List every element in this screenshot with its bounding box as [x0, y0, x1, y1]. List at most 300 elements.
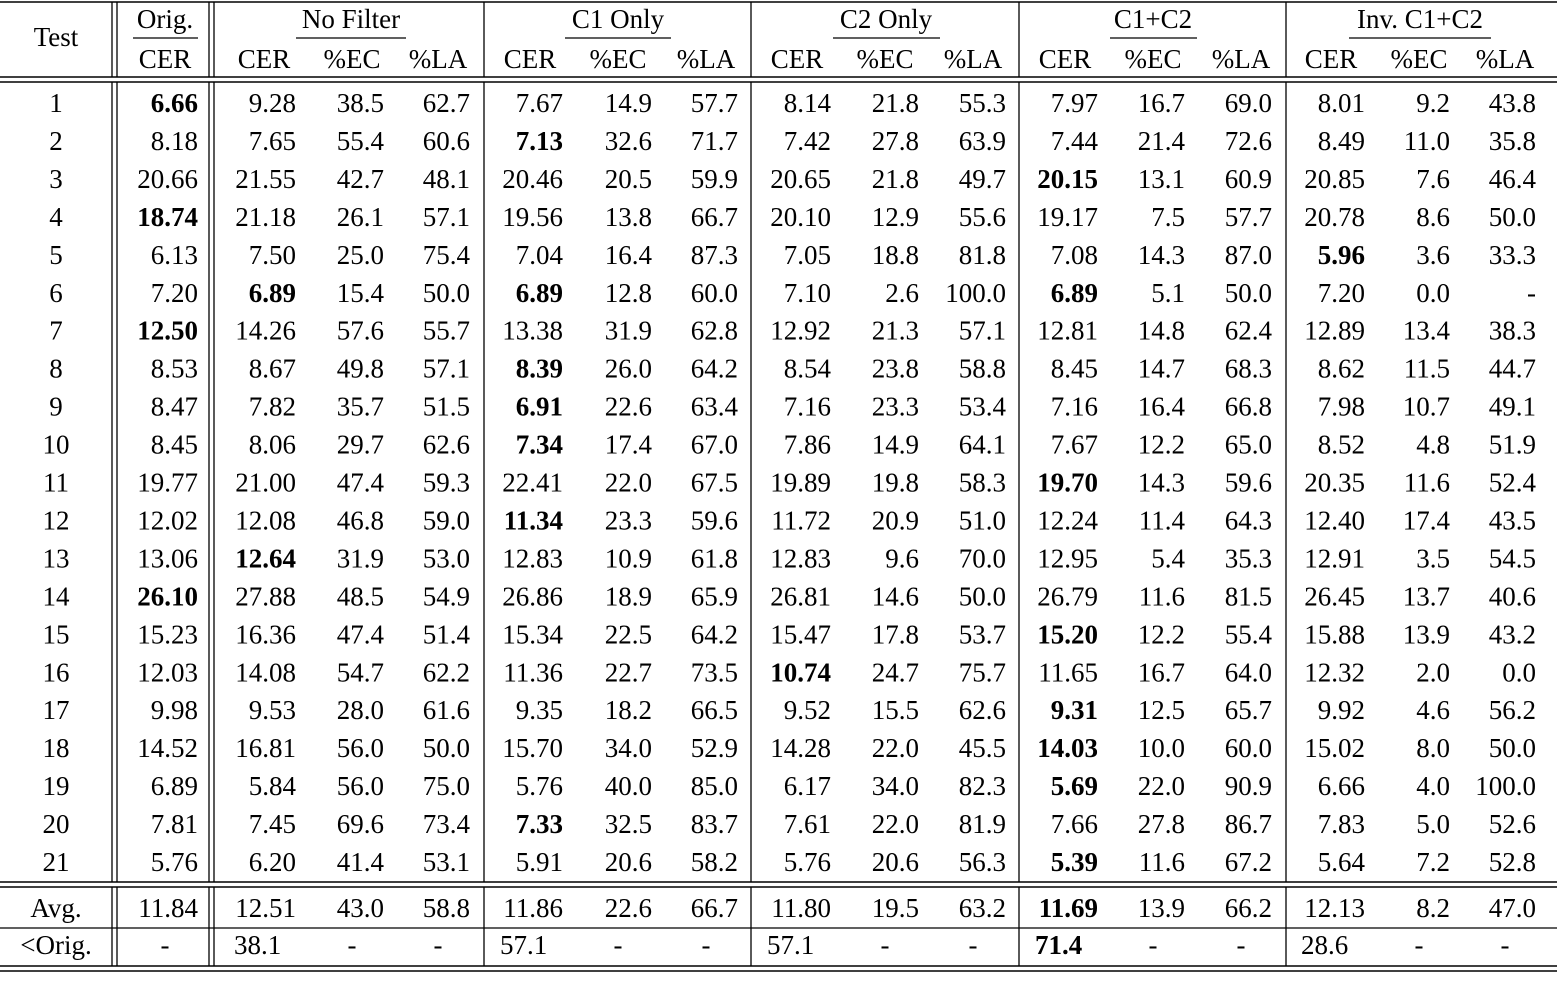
table-cell: 22.6: [604, 391, 652, 422]
subheader-8: CER: [770, 44, 824, 74]
table-cell: 62.6: [958, 695, 1006, 726]
table-cell: 12.8: [604, 277, 652, 308]
subheader-7: %LA: [676, 44, 736, 74]
table-cell: 24.7: [871, 657, 919, 688]
table-cell: 8.67: [248, 353, 296, 384]
table-cell: 26.79: [1037, 581, 1098, 612]
footer-cell: 43.0: [336, 893, 384, 923]
group-header-4: C2 Only: [839, 4, 933, 34]
table-cell: 60.6: [422, 125, 470, 156]
group-header-2: No Filter: [301, 4, 401, 34]
table-cell: 7.05: [783, 239, 831, 270]
table-cell: 11.6: [1138, 847, 1185, 877]
table-cell: 62.7: [422, 88, 470, 118]
table-cell: 26.45: [1304, 581, 1365, 612]
table-cell: 13.9: [1402, 619, 1450, 650]
table-cell: 81.8: [958, 239, 1006, 270]
table-cell: 22.0: [871, 733, 919, 764]
footer-cell: 12.51: [235, 893, 296, 923]
table-cell: 62.4: [1224, 315, 1272, 346]
table-cell: 50.0: [422, 277, 470, 308]
table-cell: 7.20: [150, 277, 198, 308]
table-cell: 49.1: [1488, 391, 1536, 422]
row-label: 5: [49, 239, 63, 270]
table-cell: 64.0: [1224, 657, 1272, 688]
table-cell: 55.7: [422, 315, 470, 346]
table-cell: 62.8: [690, 315, 738, 346]
table-cell: 19.8: [871, 467, 919, 498]
table-cell: 20.46: [502, 163, 563, 194]
table-cell: 14.6: [871, 581, 919, 612]
table-cell: 7.2: [1416, 847, 1450, 877]
table-cell: 8.45: [1050, 353, 1098, 384]
footer-cell: -: [701, 930, 711, 960]
table-cell: 13.38: [502, 315, 563, 346]
table-cell: 9.28: [248, 88, 296, 118]
table-cell: 31.9: [604, 315, 652, 346]
table-cell: 20.6: [871, 847, 919, 877]
table-cell: 65.7: [1224, 695, 1272, 726]
table-cell: 7.42: [783, 125, 831, 156]
table-cell: 12.08: [235, 505, 296, 536]
table-cell: 55.4: [336, 125, 384, 156]
footer-cell: 11.84: [138, 893, 198, 923]
table-cell: 4.6: [1416, 695, 1450, 726]
table-cell: 87.0: [1224, 239, 1272, 270]
table-cell: 11.65: [1038, 657, 1098, 688]
row-label: 21: [42, 847, 70, 877]
table-cell: 7.33: [515, 809, 563, 840]
table-cell: 18.8: [871, 239, 919, 270]
table-cell: 75.4: [422, 239, 470, 270]
table-cell: 29.7: [336, 429, 384, 460]
table-cell: 5.84: [248, 771, 296, 802]
table-cell: 10.0: [1137, 733, 1185, 764]
table-cell: 20.9: [871, 505, 919, 536]
group-header-1: Orig.: [136, 4, 194, 34]
row-label: 18: [42, 733, 70, 764]
table-cell: 26.81: [770, 581, 831, 612]
table-cell: 7.67: [1050, 429, 1098, 460]
table-cell: 46.4: [1488, 163, 1536, 194]
table-cell: 12.50: [137, 315, 198, 346]
table-cell: 5.4: [1151, 543, 1185, 574]
table-cell: 81.5: [1224, 581, 1272, 612]
table-cell: 45.5: [958, 733, 1006, 764]
table-cell: 11.5: [1403, 353, 1450, 384]
table-cell: 60.0: [690, 277, 738, 308]
table-cell: 67.5: [690, 467, 738, 498]
table-cell: 6.89: [515, 277, 563, 308]
table-cell: 67.2: [1224, 847, 1272, 877]
table-cell: 7.65: [248, 125, 296, 156]
table-cell: 61.8: [690, 543, 738, 574]
footer-cell: 28.6: [1301, 930, 1349, 960]
table-cell: 31.9: [336, 543, 384, 574]
table-cell: 20.66: [137, 163, 198, 194]
table-cell: 35.7: [336, 391, 384, 422]
table-cell: 2.0: [1416, 657, 1450, 688]
table-cell: 44.7: [1488, 353, 1536, 384]
table-cell: 85.0: [690, 771, 738, 802]
table-cell: 9.35: [515, 695, 563, 726]
table-cell: -: [1527, 277, 1536, 308]
table-cell: 26.0: [604, 353, 652, 384]
table-cell: 12.24: [1037, 505, 1098, 536]
footer-cell: -: [1414, 930, 1424, 960]
footer-cell: 19.5: [871, 893, 919, 923]
table-cell: 7.86: [783, 429, 831, 460]
table-cell: 12.95: [1037, 543, 1098, 574]
table-cell: 0.0: [1416, 277, 1450, 308]
table-cell: 56.3: [958, 847, 1006, 877]
table-cell: 15.20: [1037, 619, 1098, 650]
table-cell: 7.16: [1050, 391, 1098, 422]
table-cell: 14.9: [871, 429, 919, 460]
table-cell: 51.5: [422, 391, 470, 422]
table-cell: 14.03: [1037, 733, 1098, 764]
table-cell: 58.8: [958, 353, 1006, 384]
row-label: 13: [42, 543, 70, 574]
table-cell: 22.0: [604, 467, 652, 498]
table-cell: 21.3: [871, 315, 919, 346]
table-cell: 8.14: [783, 88, 831, 118]
table-cell: 53.7: [958, 619, 1006, 650]
table-cell: 18.74: [137, 201, 198, 232]
table-cell: 66.8: [1224, 391, 1272, 422]
table-cell: 65.0: [1224, 429, 1272, 460]
table-cell: 7.66: [1050, 809, 1098, 840]
table-cell: 73.5: [690, 657, 738, 688]
table-cell: 16.81: [235, 733, 296, 764]
table-cell: 10.9: [604, 543, 652, 574]
row-label: 7: [49, 315, 63, 346]
table-cell: 12.02: [137, 505, 198, 536]
footer-cell: 13.9: [1137, 893, 1185, 923]
table-cell: 21.8: [871, 163, 919, 194]
table-cell: 58.2: [690, 847, 738, 877]
group-header-5: C1+C2: [1113, 4, 1193, 34]
table-cell: 59.9: [690, 163, 738, 194]
table-cell: 10.74: [770, 657, 831, 688]
table-cell: 6.89: [1050, 277, 1098, 308]
table-cell: 62.6: [422, 429, 470, 460]
table-cell: 17.4: [604, 429, 652, 460]
table-cell: 25.0: [336, 239, 384, 270]
table-cell: 57.7: [690, 88, 738, 118]
table-cell: 63.4: [690, 391, 738, 422]
table-cell: 21.8: [871, 88, 919, 118]
footer-cell: 12.13: [1304, 893, 1365, 923]
table-cell: 6.66: [150, 88, 198, 118]
footer-cell: 57.1: [500, 930, 548, 960]
table-cell: 87.3: [690, 239, 738, 270]
table-cell: 54.9: [422, 581, 470, 612]
table-cell: 12.40: [1304, 505, 1365, 536]
table-cell: 59.0: [422, 505, 470, 536]
table-cell: 23.8: [871, 353, 919, 384]
table-cell: 8.45: [150, 429, 198, 460]
row-label: 6: [49, 277, 63, 308]
table-cell: 52.4: [1488, 467, 1536, 498]
table-cell: 81.9: [958, 809, 1006, 840]
table-cell: 8.52: [1317, 429, 1365, 460]
table-cell: 16.7: [1137, 88, 1185, 118]
table-cell: 14.7: [1137, 353, 1185, 384]
table-cell: 58.3: [958, 467, 1006, 498]
table-cell: 51.0: [958, 505, 1006, 536]
footer-cell: 71.4: [1035, 930, 1083, 960]
table-cell: 5.0: [1416, 809, 1450, 840]
table-cell: 20.65: [770, 163, 831, 194]
table-cell: 75.7: [958, 657, 1006, 688]
table-cell: 62.2: [422, 657, 470, 688]
footer-cell: 11.69: [1038, 893, 1098, 923]
table-cell: 5.1: [1151, 277, 1185, 308]
table-cell: 8.18: [150, 125, 198, 156]
footer-cell: 57.1: [767, 930, 815, 960]
table-cell: 8.06: [248, 429, 296, 460]
footer-cell: -: [433, 930, 443, 960]
table-cell: 51.9: [1488, 429, 1536, 460]
table-cell: 20.85: [1304, 163, 1365, 194]
row-label: 14: [42, 581, 70, 612]
table-cell: 23.3: [604, 505, 652, 536]
table-cell: 11.0: [1403, 125, 1450, 156]
subheader-10: %LA: [943, 44, 1003, 74]
table-cell: 15.34: [502, 619, 563, 650]
table-cell: 19.89: [770, 467, 831, 498]
footer-cell: 38.1: [234, 930, 282, 960]
table-cell: 7.61: [783, 809, 831, 840]
table-cell: 8.53: [150, 353, 198, 384]
table-cell: 11.72: [771, 505, 831, 536]
table-cell: 47.4: [336, 467, 384, 498]
table-cell: 6.89: [248, 277, 296, 308]
table-cell: 8.49: [1317, 125, 1365, 156]
table-cell: 13.4: [1402, 315, 1450, 346]
table-cell: 12.64: [235, 543, 296, 574]
table-cell: 7.83: [1317, 809, 1365, 840]
table-cell: 53.4: [958, 391, 1006, 422]
table-cell: 3.6: [1416, 239, 1450, 270]
table-cell: 69.6: [336, 809, 384, 840]
table-cell: 0.0: [1502, 657, 1536, 688]
table-cell: 6.89: [150, 771, 198, 802]
table-cell: 5.69: [1050, 771, 1098, 802]
table-cell: 12.2: [1137, 429, 1185, 460]
table-cell: 22.41: [502, 467, 563, 498]
table-cell: 40.0: [604, 771, 652, 802]
table-cell: 7.44: [1050, 125, 1098, 156]
footer-row-label: Avg.: [30, 893, 82, 923]
table-cell: 6.13: [150, 239, 198, 270]
footer-cell: -: [613, 930, 623, 960]
row-label: 2: [49, 125, 63, 156]
table-cell: 7.16: [783, 391, 831, 422]
table-cell: 49.7: [958, 163, 1006, 194]
table-cell: 64.2: [690, 619, 738, 650]
table-cell: 63.9: [958, 125, 1006, 156]
footer-cell: -: [1148, 930, 1158, 960]
subheader-12: %EC: [1124, 44, 1182, 74]
table-cell: 54.7: [336, 657, 384, 688]
subheader-3: %EC: [323, 44, 381, 74]
row-label: 3: [49, 163, 63, 194]
table-cell: 32.5: [604, 809, 652, 840]
table-cell: 22.5: [604, 619, 652, 650]
table-cell: 57.7: [1224, 201, 1272, 232]
footer-cell: 47.0: [1488, 893, 1536, 923]
table-cell: 61.6: [422, 695, 470, 726]
table-cell: 60.0: [1224, 733, 1272, 764]
table-cell: 7.67: [515, 88, 563, 118]
table-cell: 53.1: [422, 847, 470, 877]
table-cell: 5.39: [1050, 847, 1098, 877]
table-cell: 20.5: [604, 163, 652, 194]
table-cell: 8.39: [515, 353, 563, 384]
table-cell: 11.6: [1403, 467, 1450, 498]
table-cell: 8.6: [1416, 201, 1450, 232]
table-cell: 15.5: [871, 695, 919, 726]
table-cell: 20.35: [1304, 467, 1365, 498]
table-cell: 48.5: [336, 581, 384, 612]
table-cell: 7.34: [515, 429, 563, 460]
table-cell: 4.8: [1416, 429, 1450, 460]
subheader-6: %EC: [589, 44, 647, 74]
table-cell: 46.8: [336, 505, 384, 536]
table-cell: 14.8: [1137, 315, 1185, 346]
table-cell: 19.77: [137, 467, 198, 498]
row-label: 11: [43, 467, 69, 498]
table-cell: 14.52: [137, 733, 198, 764]
table-cell: 22.0: [1137, 771, 1185, 802]
table-cell: 48.1: [422, 163, 470, 194]
table-cell: 50.0: [1488, 733, 1536, 764]
table-cell: 6.20: [248, 847, 296, 877]
table-cell: 71.7: [690, 125, 738, 156]
table-cell: 9.52: [783, 695, 831, 726]
table-cell: 56.2: [1488, 695, 1536, 726]
table-cell: 7.82: [248, 391, 296, 422]
table-cell: 8.0: [1416, 733, 1450, 764]
subheader-16: %LA: [1475, 44, 1535, 74]
footer-cell: 58.8: [422, 893, 470, 923]
table-cell: 6.66: [1317, 771, 1365, 802]
table-cell: 66.5: [690, 695, 738, 726]
table-cell: 11.4: [1138, 505, 1185, 536]
row-label: 8: [49, 353, 63, 384]
table-cell: 50.0: [422, 733, 470, 764]
table-cell: 53.0: [422, 543, 470, 574]
table-cell: 20.6: [604, 847, 652, 877]
table-cell: 15.02: [1304, 733, 1365, 764]
table-cell: 16.7: [1137, 657, 1185, 688]
table-cell: 64.2: [690, 353, 738, 384]
table-cell: 7.45: [248, 809, 296, 840]
table-cell: 16.4: [1137, 391, 1185, 422]
table-cell: 69.0: [1224, 88, 1272, 118]
table-cell: 13.06: [137, 543, 198, 574]
table-cell: 15.23: [137, 619, 198, 650]
table-cell: 15.70: [502, 733, 563, 764]
footer-cell: 8.2: [1416, 893, 1450, 923]
table-cell: 100.0: [1475, 771, 1536, 802]
table-cell: 42.7: [336, 163, 384, 194]
table-cell: 34.0: [604, 733, 652, 764]
subheader-11: CER: [1038, 44, 1092, 74]
footer-cell: 11.80: [771, 893, 831, 923]
table-cell: 35.8: [1488, 125, 1536, 156]
table-cell: 19.56: [502, 201, 563, 232]
table-cell: 12.2: [1137, 619, 1185, 650]
footer-cell: -: [347, 930, 357, 960]
table-cell: 3.5: [1416, 543, 1450, 574]
row-label: 9: [49, 391, 63, 422]
table-cell: 27.8: [1137, 809, 1185, 840]
footer-cell: 63.2: [958, 893, 1006, 923]
table-cell: 7.04: [515, 239, 563, 270]
table-cell: 12.03: [137, 657, 198, 688]
table-cell: 86.7: [1224, 809, 1272, 840]
table-cell: 26.86: [502, 581, 563, 612]
table-cell: 23.3: [871, 391, 919, 422]
row-label: 10: [42, 429, 70, 460]
footer-cell: 22.6: [604, 893, 652, 923]
table-cell: 12.89: [1304, 315, 1365, 346]
table-cell: 59.3: [422, 467, 470, 498]
table-cell: 55.3: [958, 88, 1006, 118]
row-label: 1: [49, 88, 63, 118]
table-cell: 38.5: [336, 88, 384, 118]
table-cell: 52.9: [690, 733, 738, 764]
subheader-14: CER: [1304, 44, 1358, 74]
table-cell: 64.1: [958, 429, 1006, 460]
table-cell: 19.17: [1037, 201, 1098, 232]
table-cell: 7.08: [1050, 239, 1098, 270]
table-cell: 17.4: [1402, 505, 1450, 536]
table-cell: 7.5: [1151, 201, 1185, 232]
footer-row-label: <Orig.: [20, 930, 92, 960]
table-cell: 5.64: [1317, 847, 1365, 877]
table-cell: 22.0: [871, 809, 919, 840]
row-label: 12: [42, 505, 70, 536]
table-cell: 21.55: [235, 163, 296, 194]
table-cell: 65.9: [690, 581, 738, 612]
table-cell: 14.3: [1137, 467, 1185, 498]
table-cell: 9.53: [248, 695, 296, 726]
table-cell: 67.0: [690, 429, 738, 460]
footer-cell: 66.7: [690, 893, 738, 923]
subheader-13: %LA: [1211, 44, 1271, 74]
subheader-5: CER: [503, 44, 557, 74]
table-cell: 16.4: [604, 239, 652, 270]
table-cell: 12.83: [502, 543, 563, 574]
footer-cell: -: [1236, 930, 1246, 960]
table-cell: 5.76: [515, 771, 563, 802]
table-cell: 9.2: [1416, 88, 1450, 118]
table-cell: 12.92: [770, 315, 831, 346]
test-column-header: Test: [33, 22, 79, 52]
table-cell: 56.0: [336, 771, 384, 802]
footer-cell: 11.86: [503, 893, 563, 923]
table-cell: 35.3: [1224, 543, 1272, 574]
table-cell: 52.8: [1488, 847, 1536, 877]
table-cell: 14.28: [770, 733, 831, 764]
footer-cell: -: [968, 930, 978, 960]
table-cell: 4.0: [1416, 771, 1450, 802]
table-cell: 12.5: [1137, 695, 1185, 726]
